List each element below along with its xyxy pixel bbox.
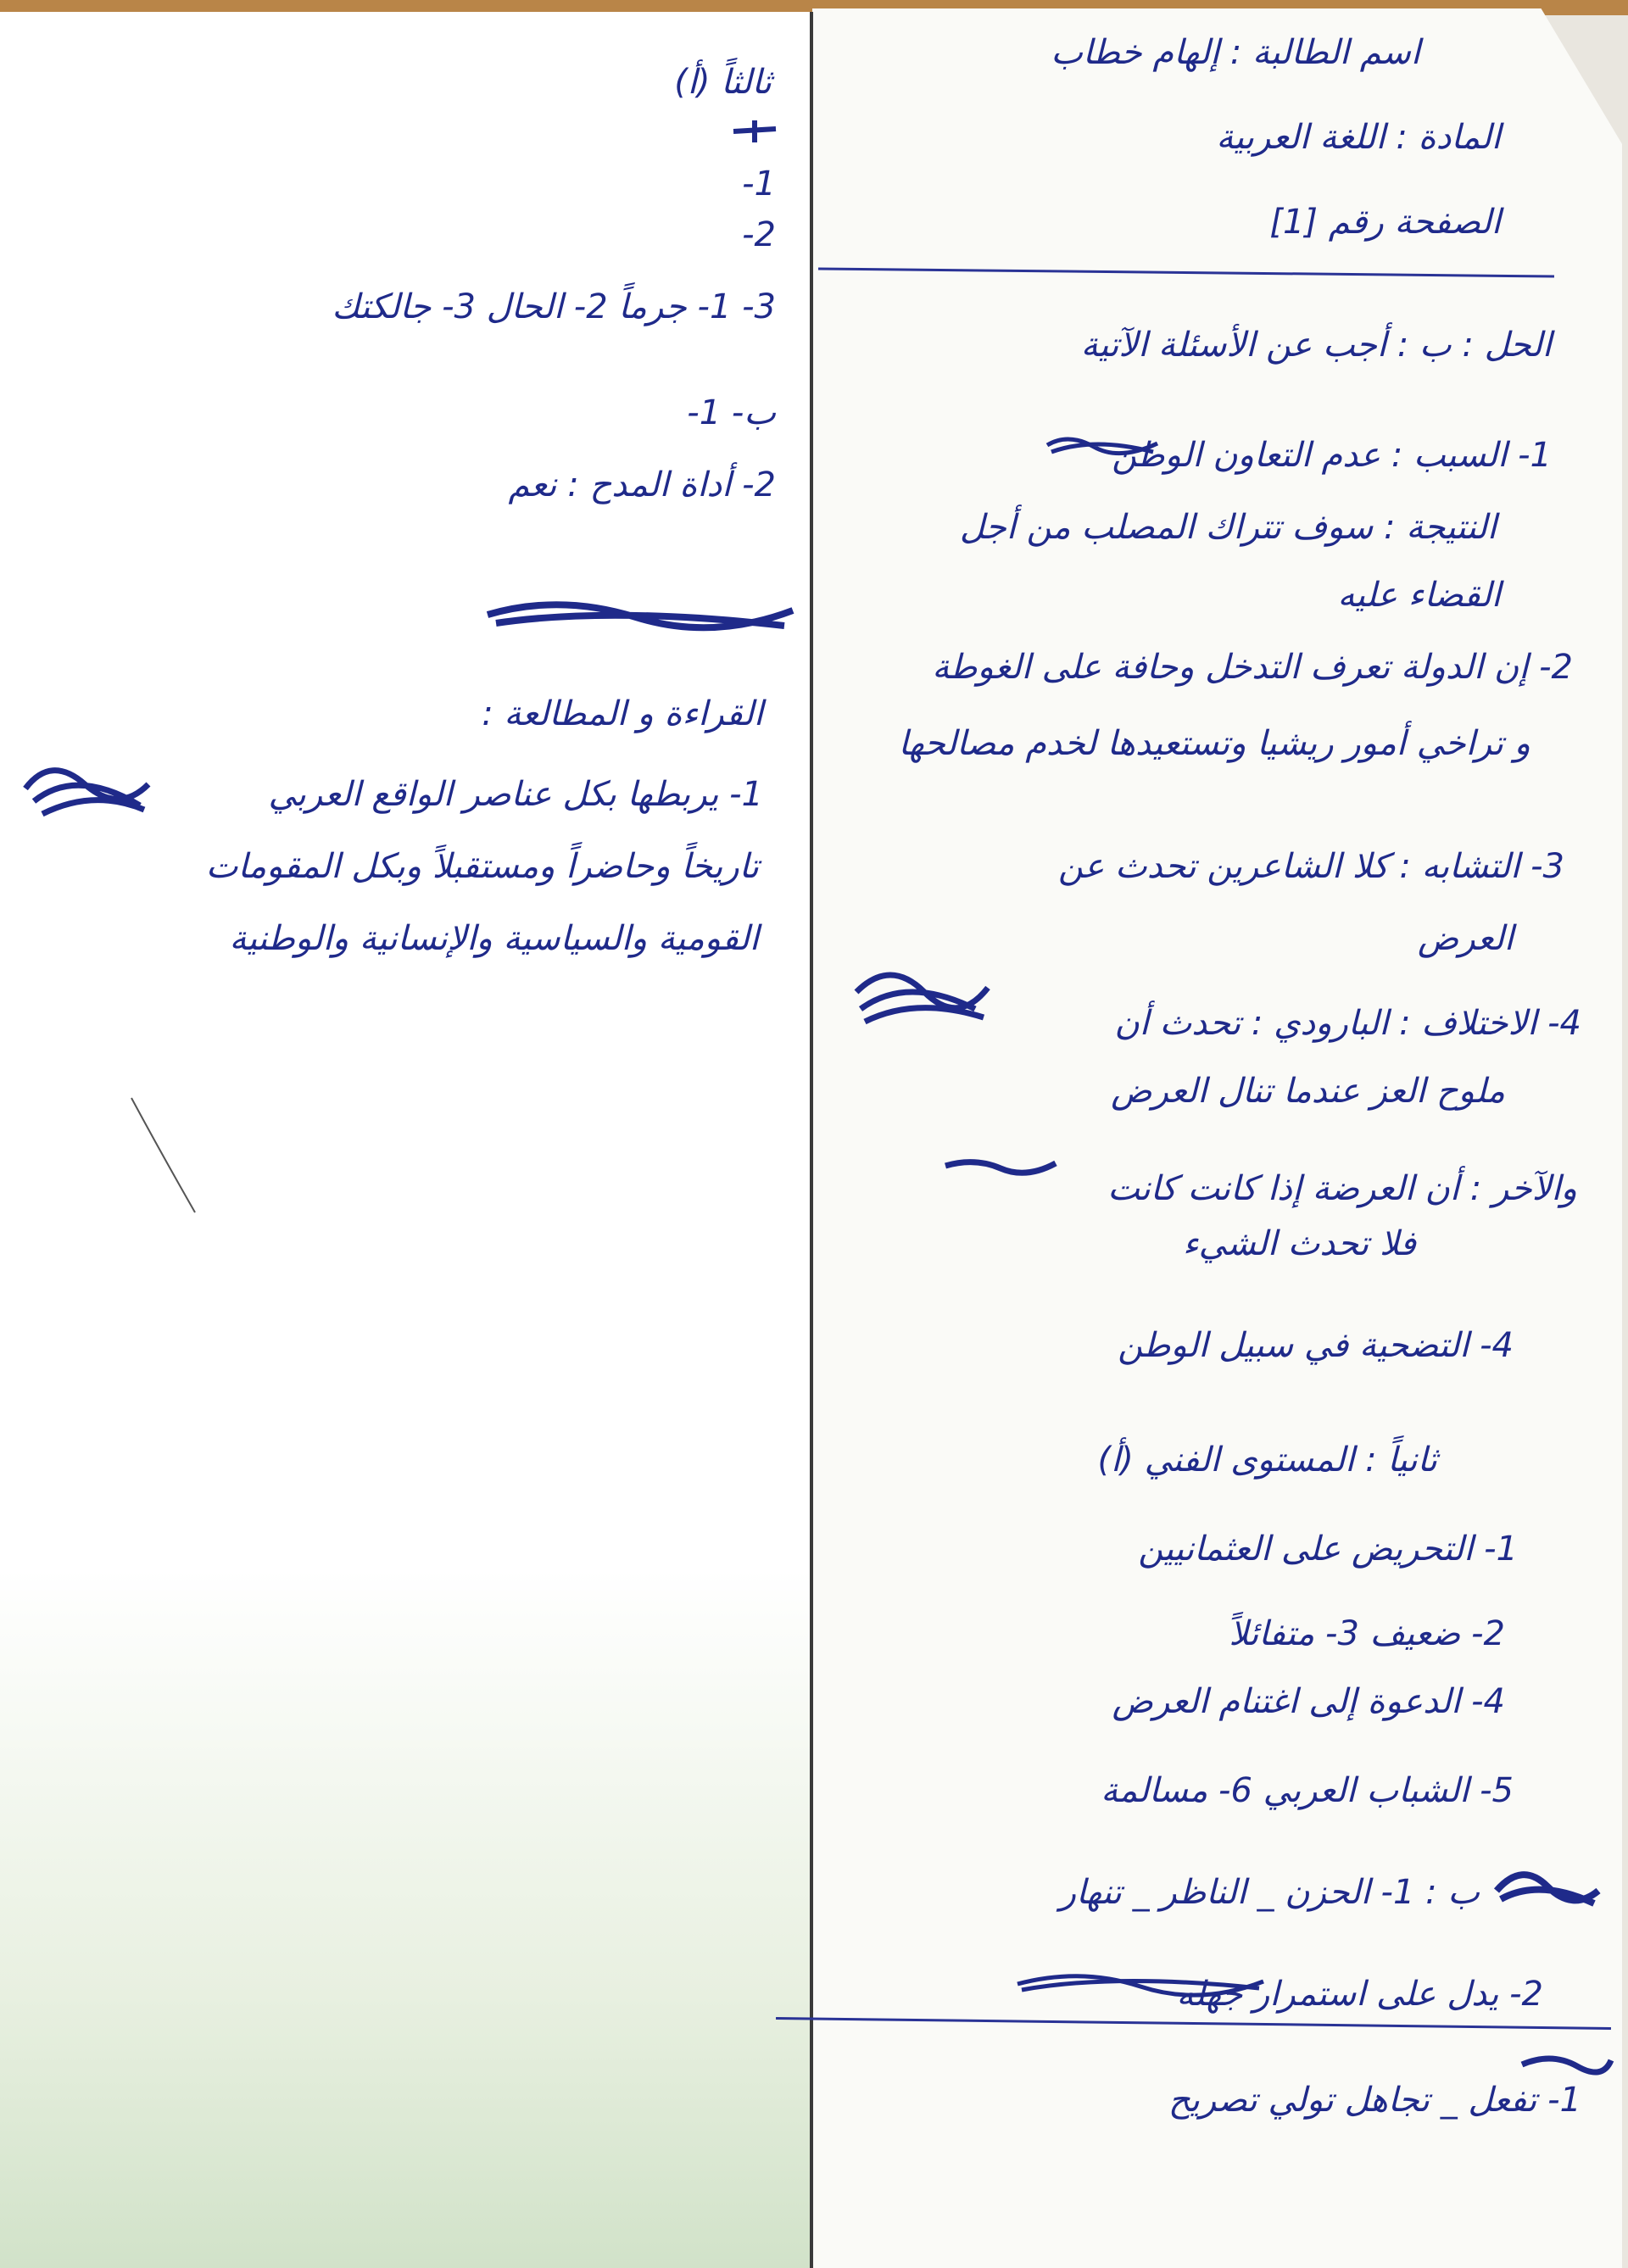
crossed-out-word (17, 750, 153, 827)
paper-stain (0, 1569, 814, 2268)
answer-line: ملوح العز عندما تنال العرض (1111, 1072, 1505, 1111)
subject-label: المادة : اللغة العربية (1216, 118, 1501, 157)
crossed-out-word (1043, 428, 1162, 462)
crossed-out-word (941, 1153, 1060, 1179)
answer-line: 1- السبب : عدم التعاون الوطن (1112, 436, 1552, 475)
answer-line: ب- 1- (687, 393, 776, 432)
answer-line: 5- الشباب العربي 6- مسالمة (1101, 1771, 1514, 1810)
answer-line: ب : 1- الحزن _ الناظر _ تنهار (1059, 1873, 1480, 1912)
answer-line: 1- يربطها بكل عناصر الواقع العربي (268, 775, 763, 814)
section-heading: ثالثاً (أ) (674, 63, 772, 102)
crossed-out-word (1488, 1861, 1603, 1920)
answer-line: 2- ضعيف 3- متفائلاً (1229, 1614, 1505, 1653)
crossed-out-word (1518, 2048, 1615, 2081)
pencil-mark (127, 1094, 204, 1221)
answer-line: تاريخاً وحاضراً ومستقبلاً وبكل المقومات (205, 847, 759, 886)
page-fold (810, 12, 813, 2268)
answer-line: 3- 1- جرماً 2- الحال 3- جالكتك (332, 287, 776, 326)
answer-line: فلا تحدث الشيء (1182, 1224, 1416, 1263)
answer-line: 4- التضحية في سبيل الوطن (1118, 1326, 1514, 1365)
answer-line: 1- التحريض على العثمانيين (1138, 1530, 1518, 1569)
answer-line: 4- الاختلاف : البارودي : تحدث أن (1114, 1004, 1581, 1043)
answer-line: 2- (742, 215, 776, 254)
answer-line: والآخر : أن العرضة إذا كانت كانت (1107, 1169, 1577, 1208)
answer-line: 1- تفعل _ تجاهل تولي تصريح (1168, 2081, 1581, 2120)
answer-line: ثانياً : المستوى الفني (أ) (1097, 1440, 1437, 1479)
answer-line: 2- إن الدولة تعرف التدخل وحافة على الغوطة (932, 648, 1573, 687)
answer-line: 1- (742, 164, 776, 203)
crossed-out-word (1013, 1963, 1268, 2005)
answer-line: العرض (1417, 919, 1514, 958)
answer-line: القضاء عليه (1337, 576, 1501, 615)
answer-line: 4- الدعوة إلى اغتنام العرض (1112, 1682, 1505, 1721)
answer-line: 2- أداة المدح : نعم (508, 465, 776, 504)
answer-line: الحل : ب : أجب عن الأسئلة الآتية (1080, 326, 1552, 365)
crossed-out-mark (729, 119, 780, 144)
crossed-out-word (848, 958, 992, 1034)
page-number: الصفحة رقم [1] (1269, 203, 1501, 242)
answer-line: القومية والسياسية والإنسانية والوطنية (229, 919, 759, 958)
answer-line: و تراخي أمور ريشيا وتستعيدها لخدم مصالحها (898, 724, 1530, 763)
crossed-out-heading (483, 593, 797, 636)
answer-line: النتيجة : سوف تتراك المصلب من أجل (959, 508, 1497, 547)
answer-line: 3- التشابه : كلا الشاعرين تحدث عن (1058, 847, 1564, 886)
answer-line: 2- يدل على استمرار جهله (1176, 1975, 1543, 2014)
section-heading: القراءة و المطالعة : (482, 694, 763, 733)
student-name: اسم الطالبة : إلهام خطاب (1051, 33, 1420, 72)
